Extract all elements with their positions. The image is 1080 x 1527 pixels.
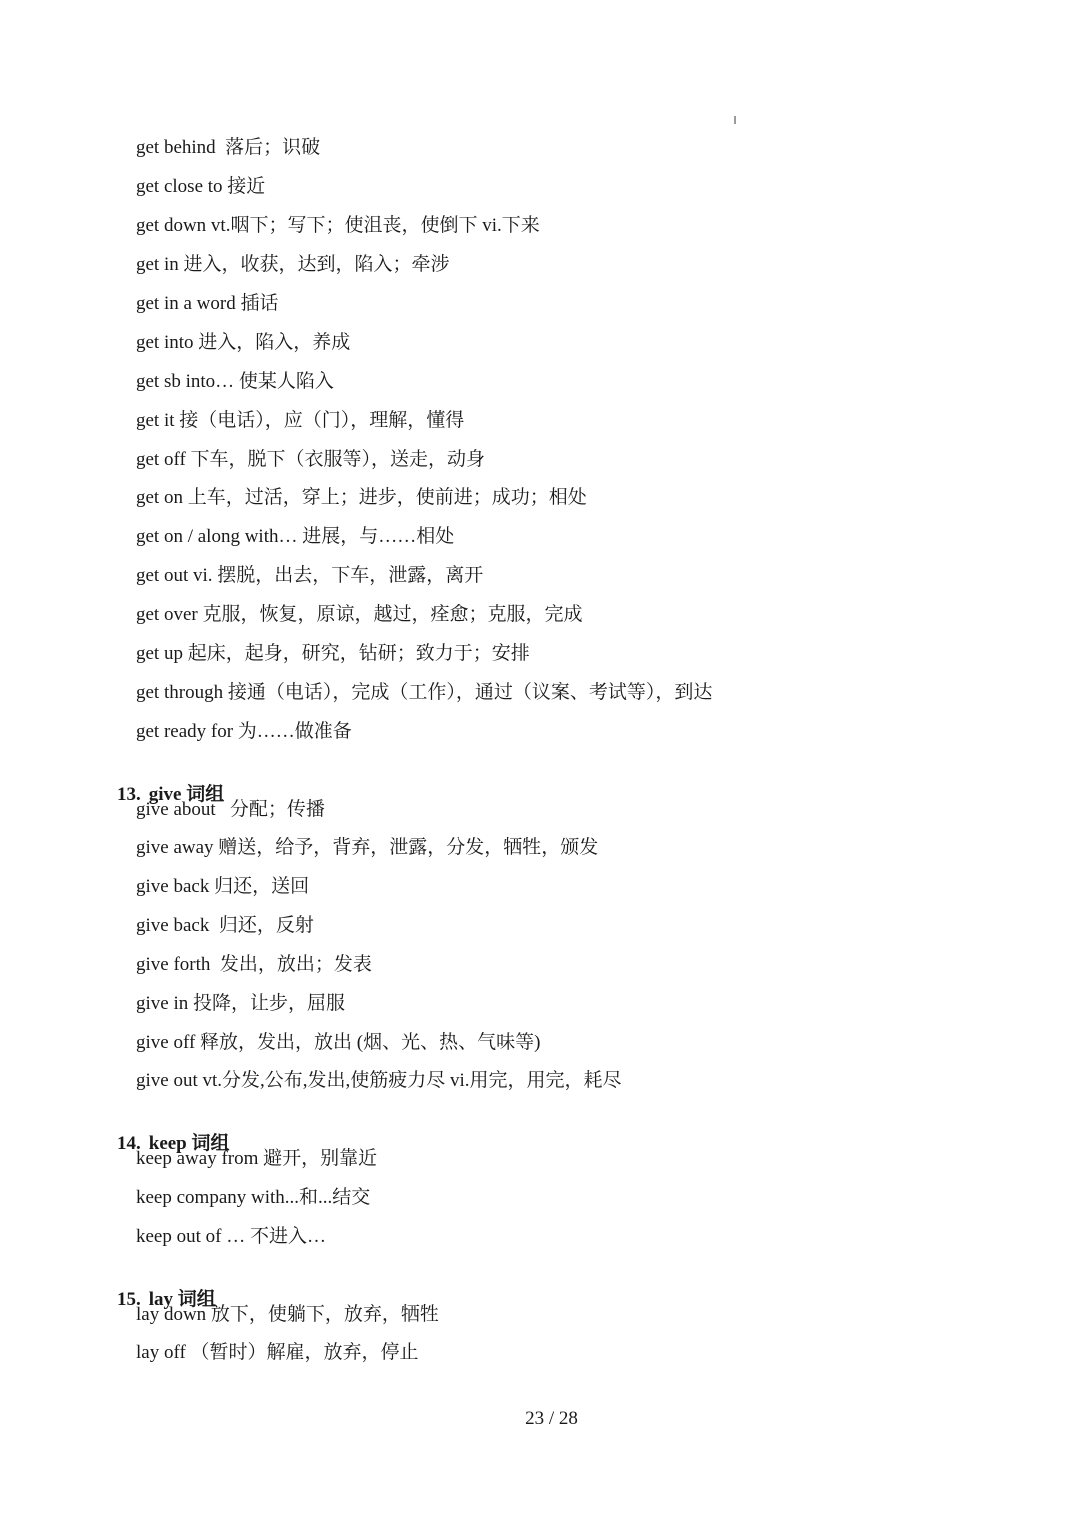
list-item: give back 归还，送回: [136, 876, 310, 897]
section-title: keep 词组: [148, 1133, 230, 1154]
list-item: get it 接（电话），应（门），理解，懂得: [136, 410, 465, 431]
list-item: lay off （暂时）解雇，放弃，停止: [136, 1342, 419, 1363]
list-item: lay down 放下，使躺下，放弃，牺牲: [136, 1304, 439, 1325]
list-item: get close to 接近: [136, 176, 266, 197]
section-number: 15.: [117, 1289, 141, 1310]
list-item: get off 下车，脱下（衣服等），送走，动身: [136, 449, 486, 470]
list-item: give off 释放，发出，放出 (烟、光、热、气味等): [136, 1032, 541, 1053]
list-item: get in a word 插话: [136, 293, 279, 314]
section-title: give 词组: [148, 784, 225, 805]
list-item: get in 进入，收获，达到，陷入；牵涉: [136, 254, 450, 275]
section-number: 14.: [117, 1133, 141, 1154]
margin-mark: [734, 116, 736, 124]
section-number: 13.: [117, 784, 141, 805]
list-item: get up 起床，起身，研究，钻研；致力于；安排: [136, 643, 530, 664]
list-item: get behind 落后；识破: [136, 137, 321, 158]
list-item: give about 分配；传播: [136, 799, 325, 820]
page-number: 23 / 28: [525, 1408, 578, 1429]
list-item: get into 进入，陷入，养成: [136, 332, 351, 353]
list-item: give in 投降，让步，屈服: [136, 993, 345, 1014]
list-item: keep away from 避开，别靠近: [136, 1148, 378, 1169]
list-item: get out vi. 摆脱，出去，下车，泄露，离开: [136, 565, 484, 586]
list-item: get on 上车，过活，穿上；进步，使前进；成功；相处: [136, 487, 587, 508]
list-item: keep out of … 不进入…: [136, 1226, 326, 1247]
list-item: get over 克服，恢复，原谅，越过，痊愈；克服，完成: [136, 604, 583, 625]
list-item: get ready for 为……做准备: [136, 721, 352, 742]
list-item: get down vt.咽下；写下；使沮丧，使倒下 vi.下来: [136, 215, 540, 236]
list-item: give out vt.分发,公布,发出,使筋疲力尽 vi.用完，用完，耗尽: [136, 1070, 622, 1091]
list-item: keep company with...和...结交: [136, 1187, 371, 1208]
section-title: lay 词组: [148, 1289, 216, 1310]
list-item: get sb into… 使某人陷入: [136, 371, 334, 392]
list-item: get through 接通（电话），完成（工作），通过（议案、考试等），到达: [136, 682, 713, 703]
list-item: give back 归还，反射: [136, 915, 314, 936]
list-item: give away 赠送，给予，背弃，泄露，分发，牺牲，颁发: [136, 837, 599, 858]
list-item: get on / along with… 进展，与……相处: [136, 526, 455, 547]
list-item: give forth 发出，放出；发表: [136, 954, 372, 975]
